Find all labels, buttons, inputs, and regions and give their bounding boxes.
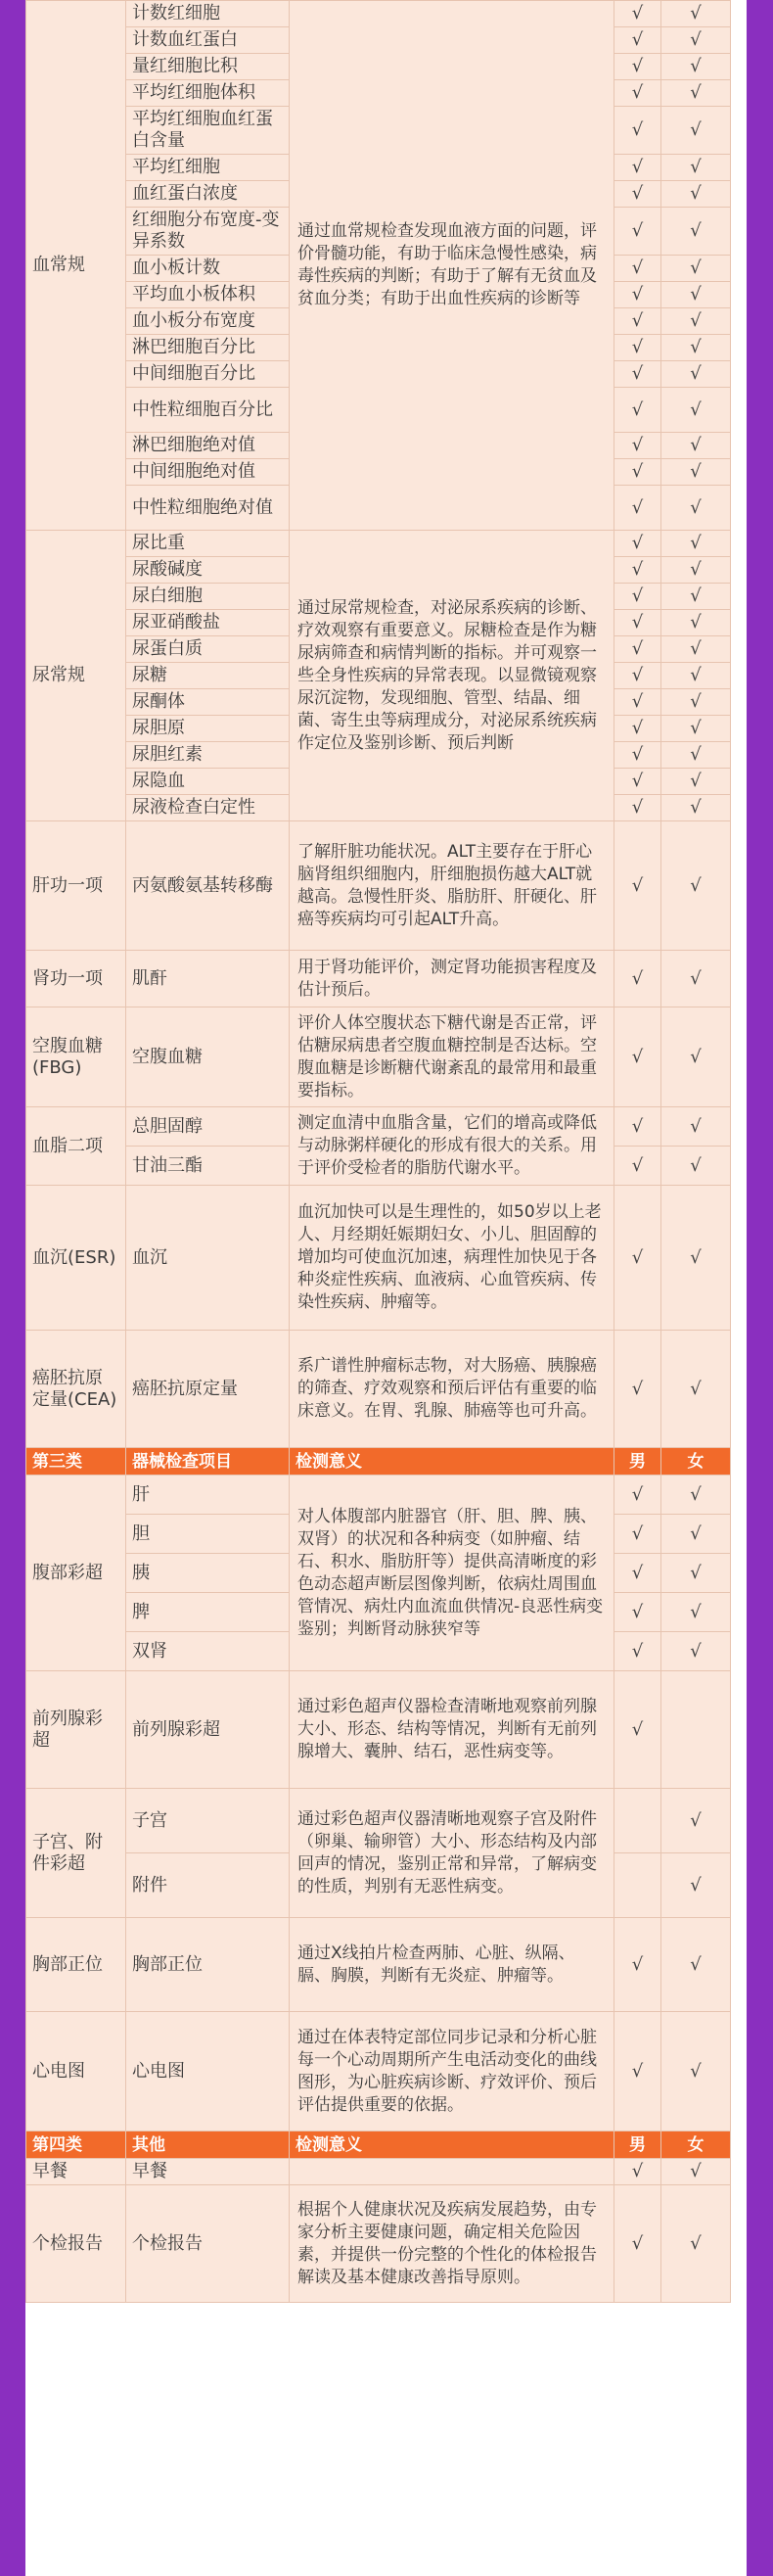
item-cell: 脾 [126,1593,290,1632]
check-mark-male: √ [614,388,661,433]
item-cell: 早餐 [126,2159,290,2185]
check-mark-female: √ [661,1554,731,1593]
check-mark-male: √ [614,459,661,486]
check-mark-female: √ [661,1007,731,1107]
header-male: 男 [614,2131,661,2159]
category-cell: 前列腺彩超 [26,1671,126,1789]
item-cell: 中间细胞绝对值 [126,459,290,486]
check-mark-female: √ [661,459,731,486]
check-mark-male: √ [614,1186,661,1331]
header-female: 女 [661,2131,731,2159]
check-mark-female: √ [661,769,731,795]
description-cell: 测定血清中血脂含量，它们的增高或降低与动脉粥样硬化的形成有很大的关系。用于评价受检者的脂肪代谢水平。 [290,1107,614,1186]
check-mark-male: √ [614,951,661,1007]
check-mark-male: √ [614,308,661,335]
check-mark-male: √ [614,1671,661,1789]
description-cell: 对人体腹部内脏器官（肝、胆、脾、胰、双肾）的状况和各种病变（如肿瘤、结石、积水、脂肪肝等）提供高清晰度的彩色动态超声断层图像判断，依病灶周围血管情况、病灶内血流血供情况-良恶性病变鉴别；判断肾动脉狭窄等 [290,1475,614,1671]
item-cell: 尿亚硝酸盐 [126,610,290,636]
description-cell: 通过尿常规检查，对泌尿系疾病的诊断、疗效观察有重要意义。尿糖检查是作为糖尿病筛查和病情判断的指标。并可观察一些全身性疾病的异常表现。以显微镜观察尿沉淀物，发现细胞、管型、结晶、细菌、寄生虫等病理成分，对泌尿系统疾病作定位及鉴别诊断、预后判断 [290,531,614,821]
category-cell: 心电图 [26,2012,126,2131]
check-mark-female: √ [661,282,731,308]
description-cell: 根据个人健康状况及疾病发展趋势，由专家分析主要健康问题，确定相关危险因素，并提供一份完整的个性化的体检报告解读及基本健康改善指导原则。 [290,2185,614,2303]
check-mark-male: √ [614,361,661,388]
item-cell: 血红蛋白浓度 [126,181,290,208]
category-cell: 个检报告 [26,2185,126,2303]
check-mark-female: √ [661,716,731,742]
header-male: 男 [614,1448,661,1475]
table-row [26,2012,731,2131]
item-cell: 甘油三酯 [126,1147,290,1186]
item-cell: 尿比重 [126,531,290,557]
check-mark-male: √ [614,27,661,54]
check-mark-male: √ [614,769,661,795]
item-cell: 心电图 [126,2012,290,2131]
item-cell: 尿液检查白定性 [126,795,290,821]
table-row [26,1475,731,1515]
category-cell: 早餐 [26,2159,126,2185]
item-cell: 血小板分布宽度 [126,308,290,335]
item-cell: 附件 [126,1853,290,1918]
check-mark-female: √ [661,636,731,663]
item-cell: 胸部正位 [126,1918,290,2012]
watermark-logo: 值值值 [618,2504,742,2549]
item-cell: 肝 [126,1475,290,1515]
item-cell: 红细胞分布宽度-变异系数 [126,208,290,256]
check-mark-male: √ [614,821,661,951]
check-mark-female: √ [661,821,731,951]
item-cell: 尿糖 [126,663,290,689]
description-cell: 血沉加快可以是生理性的，如50岁以上老人、月经期妊娠期妇女、小儿、胆固醇的增加均可使血沉加速，病理性加快见于各种炎症性疾病、血液病、心血管疾病、传染性疾病、肿瘤等。 [290,1186,614,1331]
check-mark-female: √ [661,557,731,584]
item-cell: 中性粒细胞百分比 [126,388,290,433]
category-cell: 腹部彩超 [26,1475,126,1671]
table-row [26,1107,731,1147]
item-cell: 尿胆原 [126,716,290,742]
check-mark-male: √ [614,1147,661,1186]
check-mark-female: √ [661,155,731,181]
category-cell: 尿常规 [26,531,126,821]
category-cell: 血常规 [26,1,126,531]
item-cell: 血沉 [126,1186,290,1331]
check-mark-male: √ [614,636,661,663]
item-cell: 平均红细胞体积 [126,80,290,107]
check-mark-male: √ [614,1475,661,1515]
check-mark-female: √ [661,54,731,80]
item-cell: 尿蛋白质 [126,636,290,663]
check-mark-male: √ [614,584,661,610]
check-mark-female: √ [661,107,731,155]
item-cell: 尿胆红素 [126,742,290,769]
description-cell: 通过在体表特定部位同步记录和分析心脏每一个心动周期所产生电活动变化的曲线图形，为心脏疾病诊断、疗效评价、预后评估提供重要的依据。 [290,2012,614,2131]
check-mark-female: √ [661,1593,731,1632]
check-mark-female: √ [661,2012,731,2131]
check-mark-female: √ [661,1186,731,1331]
empty-male-cell [614,1853,661,1918]
check-mark-female: √ [661,795,731,821]
check-mark-female: √ [661,361,731,388]
check-mark-male: √ [614,256,661,282]
item-cell: 平均红细胞 [126,155,290,181]
item-cell: 个检报告 [126,2185,290,2303]
check-mark-male: √ [614,1632,661,1671]
item-cell: 平均红细胞血红蛋白含量 [126,107,290,155]
category-cell: 胸部正位 [26,1918,126,2012]
item-cell: 计数红细胞 [126,1,290,27]
check-mark-male: √ [614,2159,661,2185]
item-cell: 丙氨酸氨基转移酶 [126,821,290,951]
check-mark-male: √ [614,1007,661,1107]
item-cell: 尿隐血 [126,769,290,795]
check-mark-male: √ [614,742,661,769]
check-mark-female: √ [661,2159,731,2185]
check-mark-male: √ [614,689,661,716]
item-cell: 癌胚抗原定量 [126,1331,290,1448]
check-mark-male: √ [614,155,661,181]
check-mark-female: √ [661,486,731,531]
check-mark-male: √ [614,716,661,742]
check-mark-male: √ [614,54,661,80]
item-cell: 子宫 [126,1789,290,1853]
check-mark-male: √ [614,335,661,361]
item-cell: 胆 [126,1515,290,1554]
header-item: 其他 [126,2131,290,2159]
item-cell: 计数血红蛋白 [126,27,290,54]
check-mark-male: √ [614,433,661,459]
check-mark-female: √ [661,951,731,1007]
section-header-row [26,2131,731,2159]
table-row [26,2159,731,2185]
category-cell: 癌胚抗原定量(CEA) [26,1331,126,1448]
check-mark-female: √ [661,531,731,557]
watermark-url: zhizhizhi.com [644,2554,744,2572]
category-cell: 血沉(ESR) [26,1186,126,1331]
check-mark-female: √ [661,433,731,459]
header-female: 女 [661,1448,731,1475]
description-cell: 通过彩色超声仪器检查清晰地观察前列腺大小、形态、结构等情况，判断有无前列腺增大、囊肿、结石，恶性病变等。 [290,1671,614,1789]
check-mark-male: √ [614,531,661,557]
check-mark-male: √ [614,107,661,155]
item-cell: 总胆固醇 [126,1107,290,1147]
section-header-row [26,1448,731,1475]
check-mark-female: √ [661,256,731,282]
check-mark-male: √ [614,2012,661,2131]
description-cell [290,2159,614,2185]
table-row [26,821,731,951]
check-mark-male: √ [614,2185,661,2303]
check-mark-female: √ [661,1515,731,1554]
table-row [26,1918,731,2012]
exam-table [25,0,731,2303]
table-row [26,1007,731,1107]
check-mark-male: √ [614,610,661,636]
item-cell: 尿酮体 [126,689,290,716]
check-mark-female: √ [661,181,731,208]
check-mark-female: √ [661,584,731,610]
check-mark-female: √ [661,335,731,361]
description-cell: 用于肾功能评价，测定肾功能损害程度及估计预后。 [290,951,614,1007]
check-mark-female: √ [661,208,731,256]
item-cell: 前列腺彩超 [126,1671,290,1789]
empty-male-cell [614,1789,661,1853]
header-meaning: 检测意义 [290,2131,614,2159]
item-cell: 空腹血糖 [126,1007,290,1107]
table-row [26,2185,731,2303]
check-mark-male: √ [614,282,661,308]
description-cell: 了解肝脏功能状况。ALT主要存在于肝心脑肾组织细胞内，肝细胞损伤越大ALT就越高。急慢性肝炎、脂肪肝、肝硬化、肝癌等疾病均可引起ALT升高。 [290,821,614,951]
item-cell: 胰 [126,1554,290,1593]
check-mark-female: √ [661,1331,731,1448]
check-mark-male: √ [614,557,661,584]
table-row [26,1331,731,1448]
item-cell: 量红细胞比积 [126,54,290,80]
description-cell: 通过X线拍片检查两肺、心脏、纵隔、膈、胸膜，判断有无炎症、肿瘤等。 [290,1918,614,2012]
check-mark-male: √ [614,1331,661,1448]
table-row [26,951,731,1007]
description-cell: 通过彩色超声仪器清晰地观察子宫及附件（卵巢、输卵管）大小、形态结构及内部回声的情况，鉴别正常和异常，了解病变的性质，判别有无恶性病变。 [290,1789,614,1918]
check-mark-male: √ [614,1554,661,1593]
item-cell: 淋巴细胞百分比 [126,335,290,361]
check-mark-male: √ [614,486,661,531]
table-row [26,1,731,27]
check-mark-female: √ [661,388,731,433]
item-cell: 肌酐 [126,951,290,1007]
check-mark-female: √ [661,1632,731,1671]
item-cell: 双肾 [126,1632,290,1671]
category-cell: 肾功一项 [26,951,126,1007]
category-cell: 肝功一项 [26,821,126,951]
check-mark-male: √ [614,1593,661,1632]
check-mark-female: √ [661,27,731,54]
table-row [26,1186,731,1331]
check-mark-female: √ [661,1,731,27]
check-mark-male: √ [614,208,661,256]
check-mark-male: √ [614,181,661,208]
item-cell: 淋巴细胞绝对值 [126,433,290,459]
table-row [26,531,731,557]
check-mark-female: √ [661,689,731,716]
item-cell: 尿酸碱度 [126,557,290,584]
check-mark-female: √ [661,1475,731,1515]
table-row [26,1789,731,1853]
item-cell: 中间细胞百分比 [126,361,290,388]
item-cell: 尿白细胞 [126,584,290,610]
item-cell: 平均血小板体积 [126,282,290,308]
check-mark-female: √ [661,1918,731,2012]
header-meaning: 检测意义 [290,1448,614,1475]
header-category: 第三类 [26,1448,126,1475]
check-mark-female: √ [661,663,731,689]
empty-female-cell [661,1671,731,1789]
check-mark-female: √ [661,742,731,769]
table-row [26,1671,731,1789]
description-cell: 通过血常规检查发现血液方面的问题，评价骨髓功能，有助于临床急慢性感染，病毒性疾病的判断；有助于了解有无贫血及贫血分类；有助于出血性疾病的诊断等 [290,1,614,531]
header-item: 器械检查项目 [126,1448,290,1475]
header-category: 第四类 [26,2131,126,2159]
check-mark-male: √ [614,80,661,107]
category-cell: 血脂二项 [26,1107,126,1186]
check-mark-female: √ [661,610,731,636]
check-mark-female: √ [661,1107,731,1147]
check-mark-male: √ [614,795,661,821]
check-mark-male: √ [614,1107,661,1147]
check-mark-male: √ [614,663,661,689]
check-mark-female: √ [661,308,731,335]
check-mark-female: √ [661,2185,731,2303]
description-cell: 评价人体空腹状态下糖代谢是否正常，评估糖尿病患者空腹血糖控制是否达标。空腹血糖是诊断糖代谢紊乱的最常用和最重要指标。 [290,1007,614,1107]
description-cell: 系广谱性肿瘤标志物，对大肠癌、胰腺癌的筛查、疗效观察和预后评估有重要的临床意义。在胃、乳腺、肺癌等也可升高。 [290,1331,614,1448]
check-mark-female: √ [661,1147,731,1186]
check-mark-female: √ [661,80,731,107]
item-cell: 血小板计数 [126,256,290,282]
category-cell: 子宫、附件彩超 [26,1789,126,1918]
category-cell: 空腹血糖(FBG) [26,1007,126,1107]
check-mark-female: √ [661,1789,731,1853]
check-mark-male: √ [614,1,661,27]
check-mark-male: √ [614,1918,661,2012]
item-cell: 中性粒细胞绝对值 [126,486,290,531]
check-mark-female: √ [661,1853,731,1918]
check-mark-male: √ [614,1515,661,1554]
